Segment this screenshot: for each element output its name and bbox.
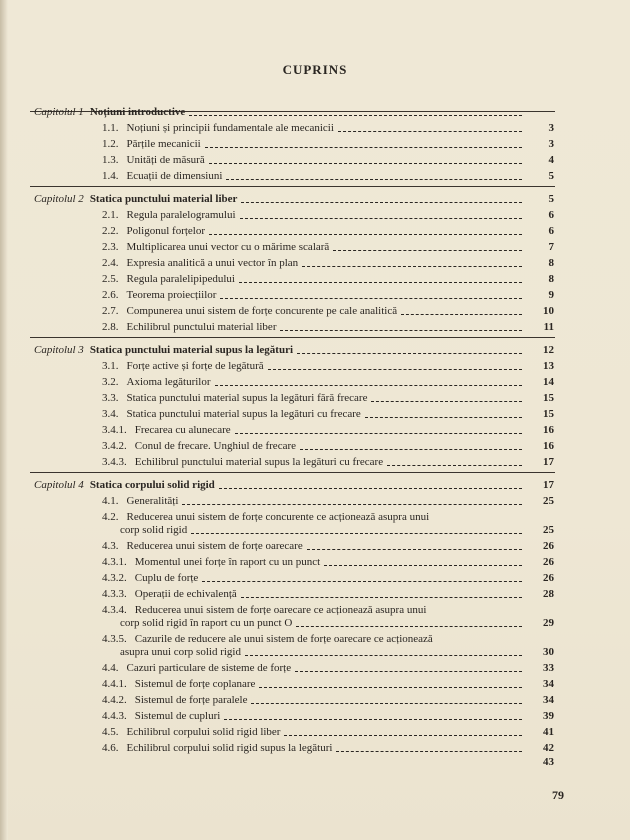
chapter-page: 12	[543, 344, 554, 356]
entry-title: Reducerea unui sistem de forțe concurente ce acționează asupra unui	[126, 511, 430, 523]
leader-dots	[215, 385, 522, 386]
chapter-page: 5	[548, 193, 554, 205]
entry-label	[102, 572, 198, 585]
entry-label	[102, 321, 276, 334]
toc-entry	[34, 138, 554, 151]
leader-dots	[295, 671, 522, 672]
toc-entry	[34, 742, 554, 755]
entry-label	[102, 540, 303, 553]
leader-dots	[296, 626, 522, 627]
page-title: CUPRINS	[282, 62, 348, 77]
chapter-label: Capitolul 1	[34, 106, 84, 118]
entry-label	[102, 289, 216, 302]
page-edge	[0, 0, 8, 840]
toc-entry	[34, 154, 554, 167]
entry-label	[102, 710, 220, 723]
entry-page: 30	[543, 646, 554, 658]
entry-page: 11	[543, 321, 554, 333]
entry-title: Cuplu de forțe	[134, 572, 199, 584]
leader-dots	[387, 465, 522, 466]
entry-label	[102, 495, 178, 508]
entry-number: 4.4.	[102, 662, 119, 674]
leader-dots	[338, 131, 522, 132]
toc-entry	[34, 273, 554, 286]
entry-title: Sistemul de forțe coplanare	[134, 678, 256, 690]
entry-label	[102, 424, 231, 437]
toc-entry	[34, 495, 554, 508]
leader-dots	[302, 266, 522, 267]
divider	[30, 472, 555, 473]
leader-dots	[226, 179, 522, 180]
entry-title: Reducerea unui sistem de forțe oarecare ce acționează asupra unui	[134, 604, 427, 616]
leader-dots	[251, 703, 522, 704]
entry-label	[102, 408, 361, 421]
entry-page: 25	[543, 495, 554, 507]
entry-label	[102, 440, 296, 453]
entry-number: 3.4.1.	[102, 424, 127, 436]
toc-entry	[34, 694, 554, 707]
toc-entry	[34, 456, 554, 469]
entry-title: Cazuri particulare de sisteme de forțe	[126, 662, 292, 674]
entry-number: 4.5.	[102, 726, 119, 738]
leader-dots	[205, 147, 522, 148]
entry-page: 26	[543, 540, 554, 552]
entry-page: 34	[543, 678, 554, 690]
toc-entry-line	[102, 524, 554, 537]
entry-number: 3.4.3.	[102, 456, 127, 468]
entry-title: Echilibrul corpului solid rigid supus la legături	[126, 742, 333, 754]
chapter-label: Capitolul 3	[34, 344, 84, 356]
entry-page: 15	[543, 392, 554, 404]
entry-page: 16	[543, 440, 554, 452]
entry-title-cont: corp solid rigid	[120, 524, 188, 536]
entry-title: Echilibrul punctului material supus la legături cu frecare	[134, 456, 384, 468]
entry-page: 5	[548, 170, 554, 182]
entry-page: 13	[543, 360, 554, 372]
leader-dots	[224, 719, 522, 720]
entry-title: Sistemul de forțe paralele	[134, 694, 248, 706]
entry-label	[102, 588, 237, 601]
divider	[30, 337, 555, 338]
entry-title: Părțile mecanicii	[126, 138, 201, 150]
leader-dots	[259, 687, 522, 688]
toc-entry	[34, 710, 554, 723]
toc-entry	[34, 289, 554, 302]
entry-number: 4.4.3.	[102, 710, 127, 722]
entry-number: 2.8.	[102, 321, 119, 333]
entry-title: Generalități	[126, 495, 179, 507]
entry-number: 1.1.	[102, 122, 119, 134]
entry-label	[102, 154, 205, 167]
entry-page: 41	[543, 726, 554, 738]
entry-number: 2.5.	[102, 273, 119, 285]
entry-number: 1.2.	[102, 138, 119, 150]
toc-entry	[34, 588, 554, 601]
entry-number: 3.2.	[102, 376, 119, 388]
chapter-heading	[34, 193, 554, 206]
entry-page: 8	[548, 273, 554, 285]
toc-entry	[34, 241, 554, 254]
entry-page: 3	[548, 122, 554, 134]
toc-entry	[34, 170, 554, 183]
entry-label	[102, 241, 329, 254]
toc-entry	[34, 540, 554, 553]
toc-entry	[34, 122, 554, 135]
toc-entry	[34, 572, 554, 585]
toc-entry	[34, 392, 554, 405]
entry-number: 4.6.	[102, 742, 119, 754]
leader-dots	[365, 417, 522, 418]
leader-dots	[324, 565, 522, 566]
leader-dots	[189, 115, 522, 116]
toc-entry	[34, 633, 554, 659]
entry-title: Unități de măsură	[126, 154, 205, 166]
entry-label	[102, 694, 247, 707]
toc-entry-tail	[34, 756, 554, 769]
entry-title: Echilibrul corpului solid rigid liber	[126, 726, 281, 738]
toc-entry-line	[102, 633, 554, 646]
entry-title: Expresia analitică a unui vector în plan	[126, 257, 299, 269]
leader-dots	[220, 298, 522, 299]
toc-entry	[34, 408, 554, 421]
entry-page: 7	[548, 241, 554, 253]
entry-title: Sistemul de cupluri	[134, 710, 221, 722]
entry-label	[102, 170, 222, 183]
entry-number: 3.1.	[102, 360, 119, 372]
toc-entry-line	[102, 646, 554, 659]
leader-dots	[239, 282, 522, 283]
entry-page: 26	[543, 556, 554, 568]
entry-title: Operații de echivalență	[134, 588, 237, 600]
entry-page: 28	[543, 588, 554, 600]
leader-dots	[191, 533, 522, 534]
entry-label	[102, 305, 397, 318]
toc-entry	[34, 321, 554, 334]
leader-dots	[401, 314, 522, 315]
leader-dots	[209, 163, 522, 164]
entry-page: 39	[543, 710, 554, 722]
entry-label	[102, 273, 235, 286]
entry-page: 6	[548, 209, 554, 221]
entry-title: Ecuații de dimensiuni	[126, 170, 223, 182]
entry-title: Echilibrul punctului material liber	[126, 321, 277, 333]
entry-label	[102, 122, 334, 135]
toc-entry	[34, 726, 554, 739]
entry-title-cont: corp solid rigid în raport cu un punct O	[120, 617, 293, 629]
entry-title: Momentul unei forțe în raport cu un punct	[134, 556, 321, 568]
toc-entry	[34, 225, 554, 238]
table-of-contents	[34, 100, 554, 772]
chapter-title: Statica punctului material supus la legături	[89, 344, 294, 356]
toc-entry	[34, 511, 554, 537]
entry-page: 42	[543, 742, 554, 754]
entry-number: 3.3.	[102, 392, 119, 404]
entry-number: 2.4.	[102, 257, 119, 269]
entry-label	[102, 138, 201, 151]
leader-dots	[336, 751, 522, 752]
entry-number: 4.2.	[102, 511, 119, 523]
entry-page: 17	[543, 456, 554, 468]
toc-entry	[34, 360, 554, 373]
toc-entry-line	[102, 511, 554, 524]
entry-title: Poligonul forțelor	[126, 225, 206, 237]
leader-dots	[241, 202, 522, 203]
toc-entry	[34, 376, 554, 389]
entry-number: 2.2.	[102, 225, 119, 237]
toc-entry	[34, 424, 554, 437]
entry-number: 3.4.2.	[102, 440, 127, 452]
entry-title: Statica punctului material supus la legături cu frecare	[126, 408, 361, 420]
chapter-title: Statica punctului material liber	[89, 193, 238, 205]
chapter-heading	[34, 479, 554, 492]
toc-entry	[34, 556, 554, 569]
chapter-title: Noțiuni introductive	[89, 106, 186, 118]
entry-page: 43	[543, 756, 554, 768]
entry-title: Cazurile de reducere ale unui sistem de forțe oarecare ce acționează	[134, 633, 433, 645]
entry-number: 3.4.	[102, 408, 119, 420]
entry-page: 4	[548, 154, 554, 166]
leader-dots	[333, 250, 522, 251]
entry-number: 1.3.	[102, 154, 119, 166]
entry-number: 2.7.	[102, 305, 119, 317]
leader-dots	[241, 597, 522, 598]
entry-title: Reducerea unui sistem de forțe oarecare	[126, 540, 303, 552]
entry-title: Statica punctului material supus la legături fără frecare	[126, 392, 368, 404]
leader-dots	[371, 401, 522, 402]
chapter-heading	[34, 106, 554, 119]
entry-number: 4.3.3.	[102, 588, 127, 600]
toc-entry-line	[102, 604, 554, 617]
entry-page: 33	[543, 662, 554, 674]
entry-number: 4.3.4.	[102, 604, 127, 616]
toc-entry	[34, 440, 554, 453]
entry-page: 8	[548, 257, 554, 269]
entry-page: 16	[543, 424, 554, 436]
entry-number: 2.1.	[102, 209, 119, 221]
leader-dots	[307, 549, 522, 550]
entry-title: Multiplicarea unui vector cu o mărime scalară	[126, 241, 330, 253]
chapter-label: Capitolul 2	[34, 193, 84, 205]
entry-label	[102, 556, 320, 569]
entry-title: Axioma legăturilor	[126, 376, 211, 388]
page-number: 79	[552, 788, 564, 802]
toc-entry	[34, 257, 554, 270]
entry-title: Regula paralelogramului	[126, 209, 236, 221]
entry-title: Forțe active și forțe de legătură	[126, 360, 264, 372]
toc-entry-line	[102, 617, 554, 630]
entry-title: Regula paralelipipedului	[126, 273, 235, 285]
leader-dots	[268, 369, 522, 370]
entry-label	[102, 678, 255, 691]
entry-page: 14	[543, 376, 554, 388]
entry-number: 4.3.2.	[102, 572, 127, 584]
entry-page: 29	[543, 617, 554, 629]
entry-title: Teorema proiecțiilor	[126, 289, 217, 301]
leader-dots	[182, 504, 522, 505]
divider	[30, 186, 555, 187]
entry-number: 4.3.1.	[102, 556, 127, 568]
entry-number: 4.3.5.	[102, 633, 127, 645]
leader-dots	[245, 655, 522, 656]
leader-dots	[300, 449, 522, 450]
entry-label	[102, 456, 383, 469]
entry-title: Conul de frecare. Unghiul de frecare	[134, 440, 297, 452]
entry-page: 26	[543, 572, 554, 584]
entry-page: 34	[543, 694, 554, 706]
entry-number: 4.1.	[102, 495, 119, 507]
leader-dots	[209, 234, 522, 235]
leader-dots	[280, 330, 522, 331]
leader-dots	[284, 735, 522, 736]
entry-label	[102, 360, 264, 373]
entry-page: 6	[548, 225, 554, 237]
entry-label	[102, 209, 236, 222]
entry-label	[102, 726, 280, 739]
chapter-title: Statica corpului solid rigid	[89, 479, 215, 491]
entry-page: 9	[548, 289, 554, 301]
chapter-heading	[34, 344, 554, 357]
leader-dots	[219, 488, 522, 489]
entry-page: 15	[543, 408, 554, 420]
entry-label	[102, 662, 291, 675]
entry-page: 10	[543, 305, 554, 317]
leader-dots	[240, 218, 522, 219]
entry-number: 4.4.1.	[102, 678, 127, 690]
leader-dots	[202, 581, 522, 582]
entry-label	[102, 257, 298, 270]
entry-label	[102, 225, 205, 238]
toc-entry	[34, 678, 554, 691]
toc-entry	[34, 662, 554, 675]
toc-entry	[34, 604, 554, 630]
entry-page: 25	[543, 524, 554, 536]
entry-label	[102, 376, 211, 389]
entry-number: 1.4.	[102, 170, 119, 182]
leader-dots	[297, 353, 522, 354]
entry-label	[102, 742, 332, 755]
entry-label	[102, 392, 367, 405]
entry-title: Frecarea cu alunecare	[134, 424, 231, 436]
entry-title: Compunerea unui sistem de forțe concurente pe cale analitică	[126, 305, 398, 317]
chapter-page: 17	[543, 479, 554, 491]
entry-title: Noțiuni și principii fundamentale ale mecanicii	[126, 122, 334, 134]
chapter-label: Capitolul 4	[34, 479, 84, 491]
entry-page: 3	[548, 138, 554, 150]
leader-dots	[235, 433, 522, 434]
toc-entry	[34, 209, 554, 222]
entry-number: 2.6.	[102, 289, 119, 301]
entry-number: 4.4.2.	[102, 694, 127, 706]
entry-number: 4.3.	[102, 540, 119, 552]
entry-number: 2.3.	[102, 241, 119, 253]
toc-entry	[34, 305, 554, 318]
entry-title-cont: asupra unui corp solid rigid	[120, 646, 241, 658]
